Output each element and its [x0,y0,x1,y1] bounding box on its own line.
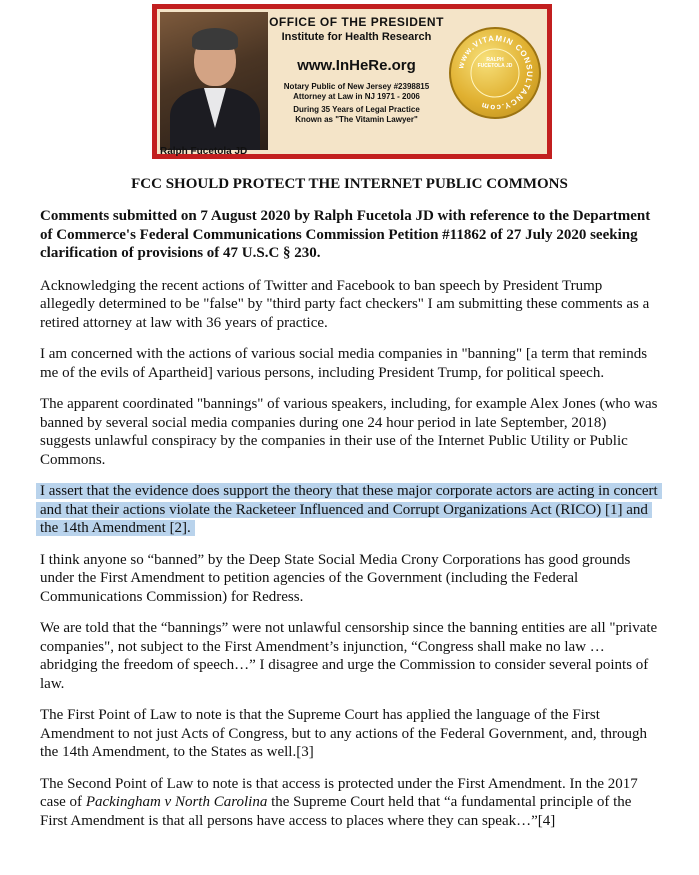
photo-caption: Ralph Fucetola JD [160,146,248,157]
document-body [40,207,660,843]
office-title: OFFICE OF THE PRESIDENT [269,15,444,29]
paragraph-8-start: The Second Point of Law to note is that access is protected under the First Amendment. In the 2017 case of [40,775,638,810]
portrait-photo [160,12,268,150]
seal-center-text: RALPH FUCETOLA JD [477,57,513,69]
banner-text-block [269,13,444,125]
paragraph-1: Acknowledging the recent actions of Twitter and Facebook to ban speech by President Trump allegedly determined to be "false" by "third party fact checkers" I am submitting these comments as a retired attorney at law with 36 years of practice. [40,277,650,331]
highlighted-selection[interactable]: I assert that the evidence does support the theory that these major corporate actors are acting in concert and that their actions violate the Racketeer Influenced and Corrupt Organizations Act (RICO) [1] and the 14th Amendment [2]. [40,483,658,536]
paragraph-7: The First Point of Law to note is that the Supreme Court has applied the language of the First Amendment to not just Acts of Congress, but to any actions of the Federal Government, and, through the 14th Amendment, to the States as well.[3] [40,707,647,760]
paragraph-2: I am concerned with the actions of various social media companies in "banning" [a term that reminds me of the evils of Apartheid] various persons, including President Trump, for political speech. [40,346,648,381]
svg-text:www.VITAMIN CONSULTANCY.com [456,34,534,112]
credential-line-3: During 35 Years of Legal Practice [293,105,420,114]
institute-name: Institute for Health Research [281,31,432,43]
paragraph-3: The apparent coordinated "bannings" of various speakers, including, for example Alex Jones (who was banned by several social media companies during one 24 hour period in late September, 2018) suggests unlawful conspiracy by the companies in their use of the Internet Public Utility or Public Commons. [40,396,658,468]
paragraph-5: I think anyone so “banned” by the Deep State Social Media Crony Corporations has good grounds under the First Amendment to petition agencies of the Government (including the Federal Communications Commission) for Redress. [40,551,631,605]
document-title: FCC SHOULD PROTECT THE INTERNET PUBLIC COMMONS [131,176,568,192]
header-banner [152,4,552,159]
paragraph-6: We are told that the “bannings” were not unlawful censorship since the banning entities are all "private companies", not subject to the First Amendment’s injunction, “Congress shall make no law … abridging the freedom of speech…” I disagree and urge the Commission to consider several points of law. [40,620,658,692]
paragraph-8-end: the Supreme Court held that “a fundamental principle of the First Amendment is that all persons have access to places where they can speak…”[4] [40,794,632,829]
credential-line-2: Attorney at Law in NJ 1971 - 2006 [293,92,420,101]
case-name: Packingham v North Carolina [85,794,268,810]
document-subtitle: Comments submitted on 7 August 2020 by Ralph Fucetola JD with reference to the Department of Commerce's Federal Communications Commission Petition #11862 of 27 July 2020 seeking clarification of provisions of 47 U.S.C § 230. [40,208,651,261]
credential-line-1: Notary Public of New Jersey #2398815 [283,82,430,91]
website-link[interactable]: www.InHeRe.org [297,57,416,74]
seal-ring-text: www.VITAMIN CONSULTANCY.com [456,33,535,113]
credential-line-4: Known as "The Vitamin Lawyer" [295,115,418,124]
paragraph-4 [40,482,660,538]
vitamin-consultancy-seal [449,27,541,119]
paragraph-8 [40,775,660,831]
